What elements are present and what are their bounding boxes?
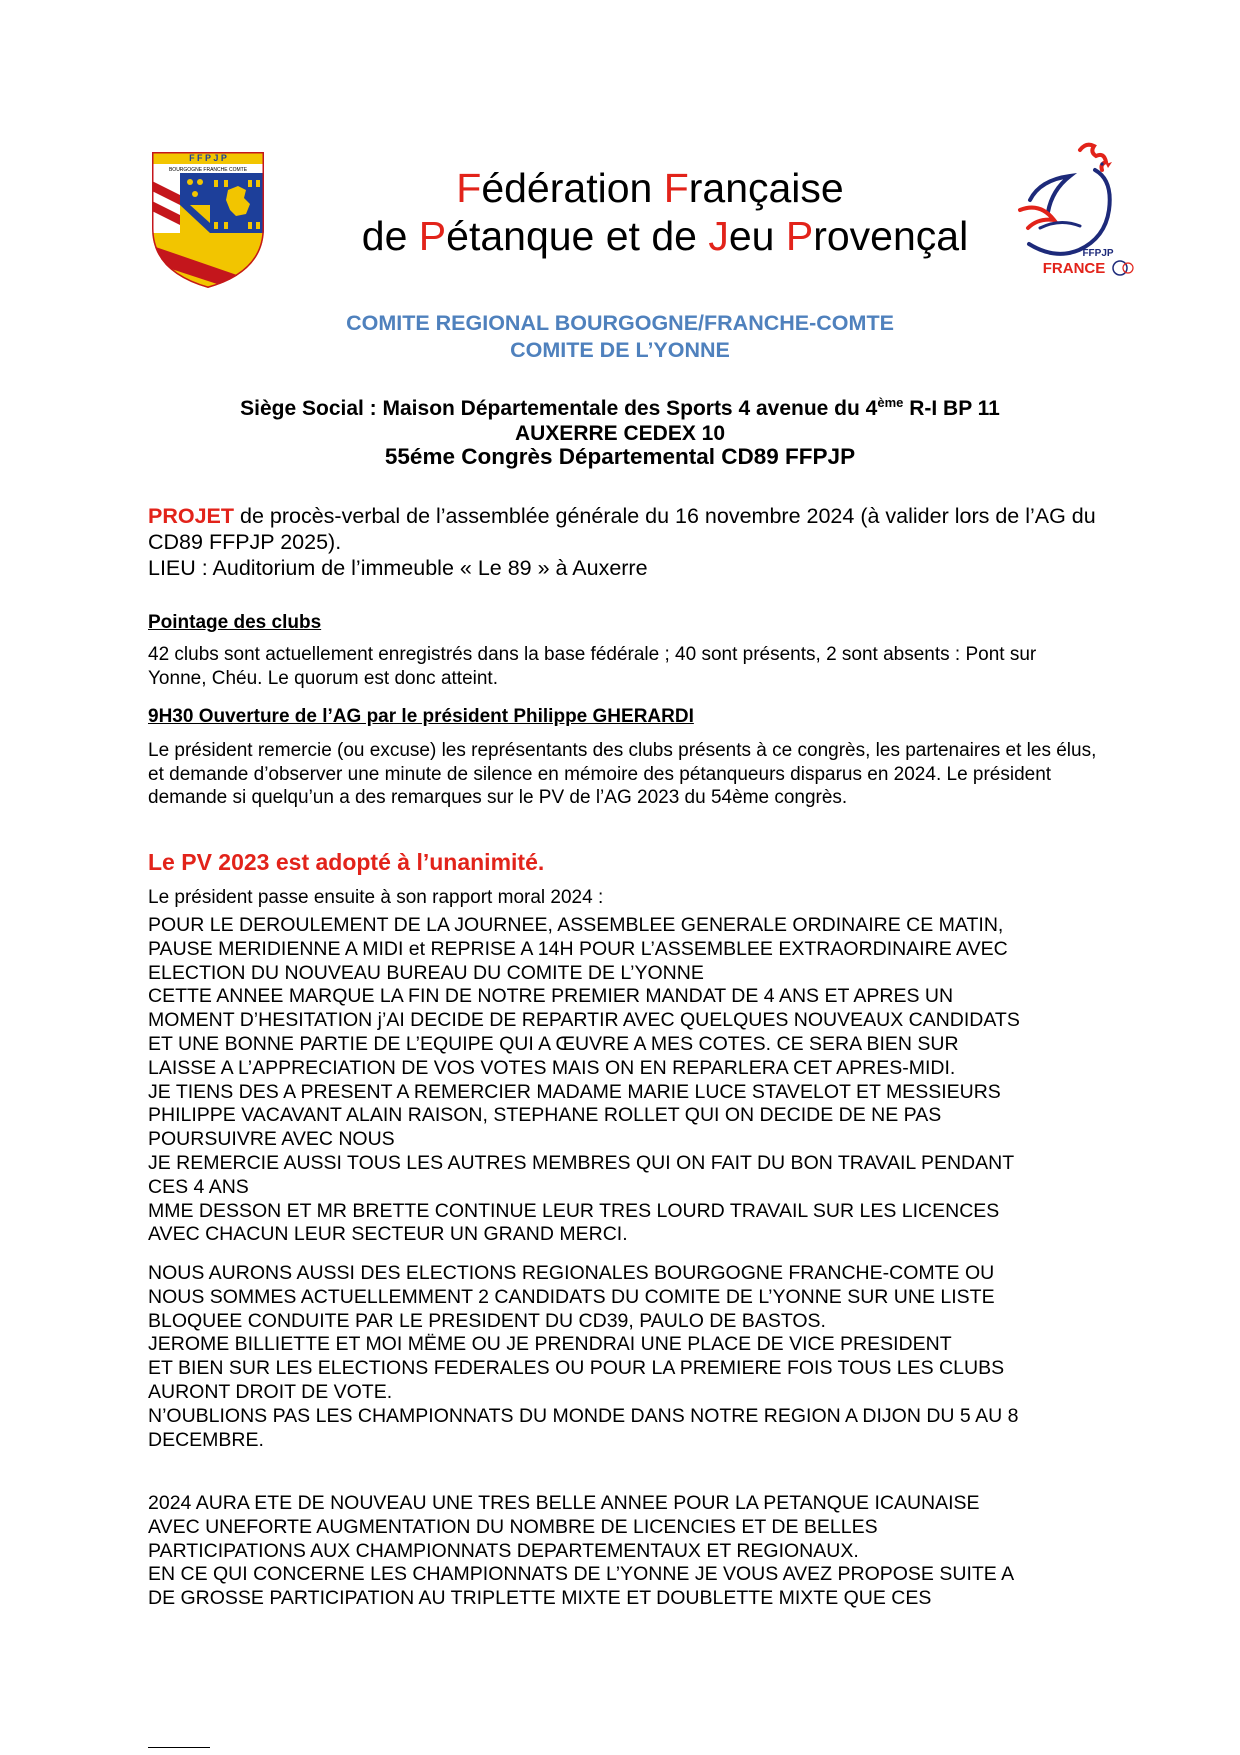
ffpjp-france-logo — [1010, 140, 1150, 285]
projet-label: PROJET — [148, 504, 235, 528]
intro-paragraph — [148, 503, 1098, 581]
lieu-text: LIEU : Auditorium de l’immeuble « Le 89 » à Auxerre — [148, 556, 648, 580]
title-red-capital: J — [708, 213, 729, 259]
siege-line-2: AUXERRE CEDEX 10 — [514, 422, 726, 445]
rapport-block-1: POUR LE DEROULEMENT DE LA JOURNEE, ASSEMBLEE GENERALE ORDINAIRE CE MATIN, PAUSE MERIDIENNE A MIDI et REPRISE A 14H POUR L’ASSEMBLEE EXTRAORDINAIRE AVEC ELECTION DU NOUVEAU BUREAU DU COMITE DE L’YONNE CETTE ANNEE MARQUE LA FIN DE NOTRE PREMIER MANDAT DE 4 ANS ET APRES UN MOMENT D’HESITATION j’AI DECIDE DE REPARTIR AVEC QUELQUES NOUVEAUX CANDIDATS ET UNE BONNE PARTIE DE L’EQUIPE QUI A ŒUVRE A MES COTES. CE SERA BIEN SUR LAISSE A L’APPRECIATION DE VOS VOTES MAIS ON EN REPARLERA CET APRES-MIDI. JE TIENS DES A PRESENT A REMERCIER MADAME MARIE LUCE STAVELOT ET MESSIEURS PHILIPPE VACAVANT ALAIN RAISON, STEPHANE ROLLET QUI ON DECIDE DE NE PAS POURSUIVRE AVEC NOUS JE REMERCIE AUSSI TOUS LES AUTRES MEMBRES QUI ON FAIT DU BON TRAVAIL PENDANT CES 4 ANS MME DESSON ET MR BRETTE CONTINUE LEUR TRES LOURD TRAVAIL SUR LES LICENCES AVEC CHACUN LEUR SECTEUR UN GRAND MERCI. — [148, 914, 1020, 1246]
siege-social — [160, 390, 1080, 446]
siege-bp: R-I BP 11 — [903, 397, 1000, 420]
title-text: rançaise — [688, 165, 844, 211]
title-red-capital: F — [663, 165, 689, 211]
rapport-block-2: NOUS AURONS AUSSI DES ELECTIONS REGIONALES BOURGOGNE FRANCHE-COMTE OU NOUS SOMMES ACTUELLEMMENT 2 CANDIDATS DU COMITE DE L’YONNE SUR UNE LISTE BLOQUEE CONDUITE PAR LE PRESIDENT DU CD39, PAULO DE BASTOS. JEROME BILLIETTE ET MOI MËME OU JE PRENDRAI UNE PLACE DE VICE PRESIDENT ET BIEN SUR LES ELECTIONS FEDERALES OU POUR LA PREMIERE FOIS TOUS LES CLUBS AURONT DROIT DE VOTE. N’OUBLIONS PAS LES CHAMPIONNATS DU MONDE DANS NOTRE REGION A DIJON DU 5 AU 8 DECEMBRE. — [148, 1262, 1019, 1451]
title-line-2 — [300, 212, 1000, 260]
ouverture-section — [148, 705, 1098, 810]
footnote-rule — [148, 1747, 210, 1748]
rooster-icon — [1010, 140, 1150, 285]
region-line-1: COMITE REGIONAL BOURGOGNE/FRANCHE-COMTE — [346, 311, 894, 335]
pointage-heading: Pointage des clubs — [148, 612, 322, 633]
crest-banner-text: F F P J P — [189, 153, 227, 163]
pointage-text: 42 clubs sont actuellement enregistrés dans la base fédérale ; 40 sont présents, 2 sont absents : Pont sur Yonne, Chéu. Le quorum est donc atteint. — [148, 644, 1037, 689]
federation-title — [300, 164, 1000, 260]
siege-address: Siège Social : Maison Départementale des Sports 4 avenue du 4 — [240, 397, 878, 420]
siege-superscript: ème — [877, 395, 904, 410]
shield-crest-icon — [150, 150, 266, 290]
crest-sub-text: BOURGOGNE FRANCHE COMTE — [168, 167, 248, 173]
logo-france-text: FRANCE — [1042, 260, 1106, 277]
pointage-section — [148, 611, 1098, 690]
title-red-capital: F — [456, 165, 482, 211]
intro-text: de procès-verbal de l’assemblée générale du 16 novembre 2024 (à valider lors de l’AG du CD89 FFPJP 2025). — [148, 504, 1096, 554]
logo-ffpjp-text: FFPJP — [1082, 248, 1114, 259]
title-text: rovençal — [813, 213, 969, 259]
title-text: eu — [728, 213, 786, 259]
pv-adopted-statement: Le PV 2023 est adopté à l’unanimité. — [148, 849, 545, 875]
rapport-block-3: 2024 AURA ETE DE NOUVEAU UNE TRES BELLE ANNEE POUR LA PETANQUE ICAUNAISE AVEC UNEFORTE AUGMENTATION DU NOMBRE DE LICENCIES ET DE BELLES PARTICIPATIONS AUX CHAMPIONNATS DEPARTEMENTAUX ET REGIONAUX. EN CE QUI CONCERNE LES CHAMPIONNATS DE L’YONNE JE VOUS AVEZ PROPOSE SUITE A DE GROSSE PARTICIPATION AU TRIPLETTE MIXTE ET DOUBLETTE MIXTE QUE CES — [148, 1492, 1015, 1610]
regional-crest-logo — [150, 150, 266, 290]
ouverture-text: Le président remercie (ou excuse) les représentants des clubs présents à ce congrès, les partenaires et les élus, et demande d’observer une minute de silence en mémoire des pétanqueurs disparus en 2024. Le président demande si quelqu’un a des remarques sur le PV de l’AG 2023 du 54ème congrès. — [148, 740, 1097, 809]
title-red-capital: P — [785, 213, 814, 259]
title-text: étanque et de — [446, 213, 709, 259]
siege-line-1 — [160, 390, 1080, 421]
rapport-intro: Le président passe ensuite à son rapport moral 2024 : — [148, 887, 604, 908]
region-line-2: COMITE DE L’YONNE — [510, 338, 730, 362]
title-line-1 — [300, 164, 1000, 212]
title-red-capital: P — [418, 213, 447, 259]
ouverture-heading: 9H30 Ouverture de l’AG par le président Philippe GHERARDI — [148, 706, 694, 727]
title-text: édération — [481, 165, 664, 211]
congres-title: 55éme Congrès Départemental CD89 FFPJP — [384, 444, 856, 469]
title-text: de — [361, 213, 419, 259]
region-heading — [160, 310, 1080, 364]
